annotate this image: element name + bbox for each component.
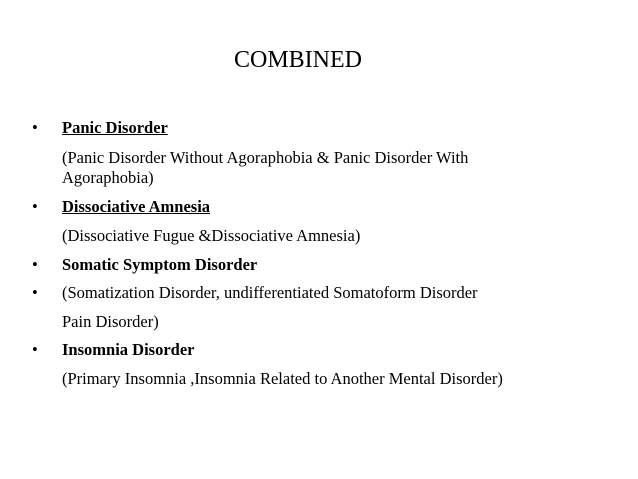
item-heading-panic-disorder: Panic Disorder (62, 118, 168, 137)
item-heading-somatic-symptom-disorder: Somatic Symptom Disorder (62, 255, 258, 274)
item-detail-line: (Primary Insomnia ,Insomnia Related to Another Mental Disorder) (62, 369, 503, 388)
slide-title: COMBINED (233, 47, 362, 73)
item-detail-line: Agoraphobia) (62, 168, 154, 187)
bullet-marker: • (32, 283, 38, 302)
item-heading-dissociative-amnesia: Dissociative Amnesia (62, 197, 211, 216)
bullet-marker: • (32, 255, 38, 274)
bullet-marker: • (32, 340, 38, 359)
item-detail-line: Pain Disorder) (62, 312, 159, 331)
item-heading-insomnia-disorder: Insomnia Disorder (62, 340, 195, 359)
bullet-marker: • (32, 118, 38, 137)
bullet-marker: • (32, 197, 38, 216)
item-detail-line: (Panic Disorder Without Agoraphobia & Panic Disorder With (62, 148, 469, 167)
item-detail-line: (Dissociative Fugue &Dissociative Amnesia) (62, 226, 361, 245)
item-bullet-text-somatization: (Somatization Disorder, undifferentiated Somatoform Disorder (62, 283, 478, 302)
